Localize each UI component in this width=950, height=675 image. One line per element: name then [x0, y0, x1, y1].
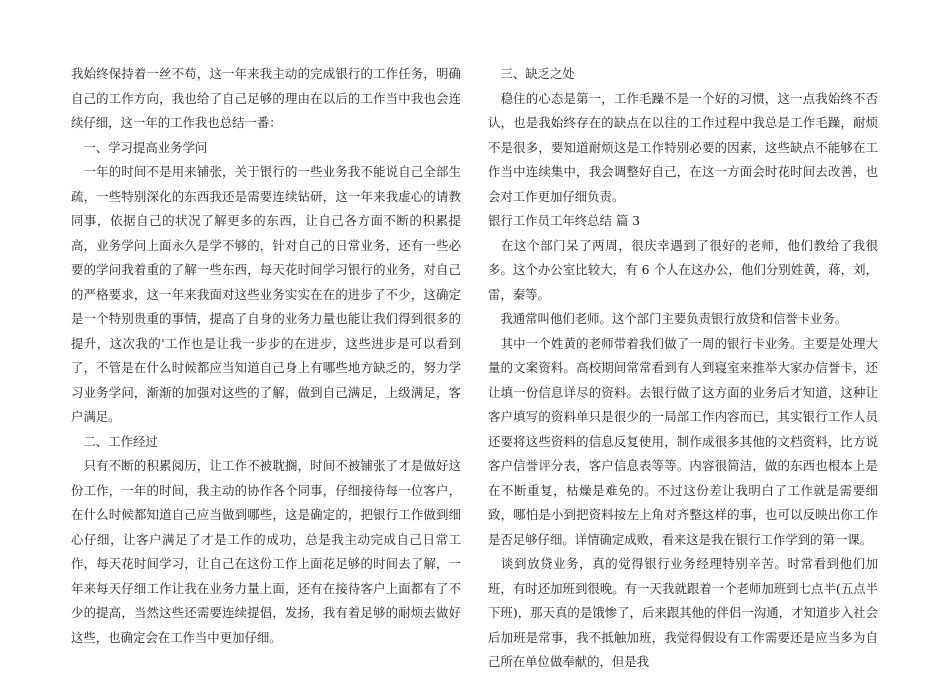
left-column — [71, 62, 461, 650]
right-column — [488, 62, 878, 675]
article-paragraph-4: 谈到放贷业务，真的觉得银行业务经理特别辛苦。时常看到他们加班，有时还加班到很晚。有一天我就跟着一个老师加班到七点半(五点半下班)，那天真的是饿惨了，后来跟其他的伴侣一沟通，才知道步入社会后加班是常事，我不抵触加班，我觉得假设有工作需要还是应当多为自己所在单位做奉献的，但是我 — [488, 556, 878, 669]
article-paragraph-3: 其中一个姓黄的老师带着我们做了一周的银行卡业务。主要是处理大量的文案资料。高校期间常常看到有人到寝室来推举大家办信誉卡，还让填一份信息详尽的资料。去银行做了这方面的业务后才知道，这种让客户填写的资料单只是很少的一局部工作内容而已，其实银行工作人员还要将这些资料的信息反复使用，制作成很多其他的文档资料，比方说客户信誉评分表，客户信息表等等。内容很简洁，做的东西也根本上是在不断重复，枯燥是难免的。不过这份差让我明白了工作就是需要细致，哪怕是小到把资料按左上角对齐整这样的事，也可以反映出你工作是否足够仔细。详情确定成败，看来这是我在银行工作学到的第一课。 — [488, 335, 878, 547]
article-paragraph-1: 在这个部门呆了两周，很庆幸遇到了很好的老师，他们教给了我很多。这个办公室比较大，有 6 个人在这办公，他们分别姓黄，蒋，刘，雷，秦等。 — [488, 237, 878, 302]
section-1-paragraph: 一年的时间不是用来铺张，关于银行的一些业务我不能说自己全部生疏，一些特别深化的东西我还是需要连续钻研，这一年来我虚心的请教同事，依据自己的状况了解更多的东西，让自己各方面不断的积累提高，业务学问上面永久是学不够的，针对自己的日常业务，还有一些必要的学问我着重的了解一些东西，每天花时间学习银行的业务，对自己的严格要求，这一年来我面对这些业务实实在在的进步了不少，这确定是一个特别贵重的事情，提高了自身的业务力量也能让我们得到很多的提升，这次我的'工作也是让我一步步的在进步，这些进步是可以看到了，不管是在什么时候都应当知道自己身上有哪些地方缺乏的，努力学习业务学问，渐渐的加强对这些的了解，做到自己满足，上级满足，客户满足。 — [71, 164, 461, 424]
section-heading-3: 三、缺乏之处 — [488, 66, 575, 81]
section-3-paragraph: 稳住的心态是第一，工作毛躁不是一个好的习惯，这一点我始终不否认，也是我始终存在的缺点在以往的工作过程中我总是工作毛躁，耐烦不是很多，要知道耐烦这是工作特别必要的因素，这些缺点不能够在工作当中连续集中，我会调整好自己，在这一方面会时花时间去改善，也会对工作更加仔细负责。 — [488, 90, 878, 204]
section-heading-2: 二、工作经过 — [71, 433, 158, 449]
article-subtitle: 银行工作员工年终总结 篇 3 — [488, 213, 641, 228]
section-heading-1: 一、学习提高业务学问 — [71, 139, 208, 155]
section-2-paragraph: 只有不断的积累阅历，让工作不被耽搁，时间不被铺张了才是做好这份工作，一年的时间，我主动的协作各个同事，仔细接待每一位客户，在什么时候都知道自己应当做到哪些，这是确定的，把银行工作做到细心仔细，让客户满足了才是工作的成功，总是我主动完成自己日常工作，每天花时间学习，让自己在这份工作上面花足够的时间去了解，一年来每天仔细工作让我在业务力量上面，还有在接待客户上面都有了不少的提高，当然这些还需要连续提倡，发扬，我有着足够的耐烦去做好这些，也确定会在工作当中更加仔细。 — [71, 458, 461, 645]
intro-paragraph: 我始终保持着一丝不苟，这一年来我主动的完成银行的工作任务，明确自己的工作方向，我也给了自己足够的理由在以后的工作当中我也会连续仔细，这一年的工作我也总结一番： — [71, 66, 461, 130]
article-paragraph-2: 我通常叫他们老师。这个部门主要负责银行放贷和信誉卡业务。 — [488, 311, 848, 326]
